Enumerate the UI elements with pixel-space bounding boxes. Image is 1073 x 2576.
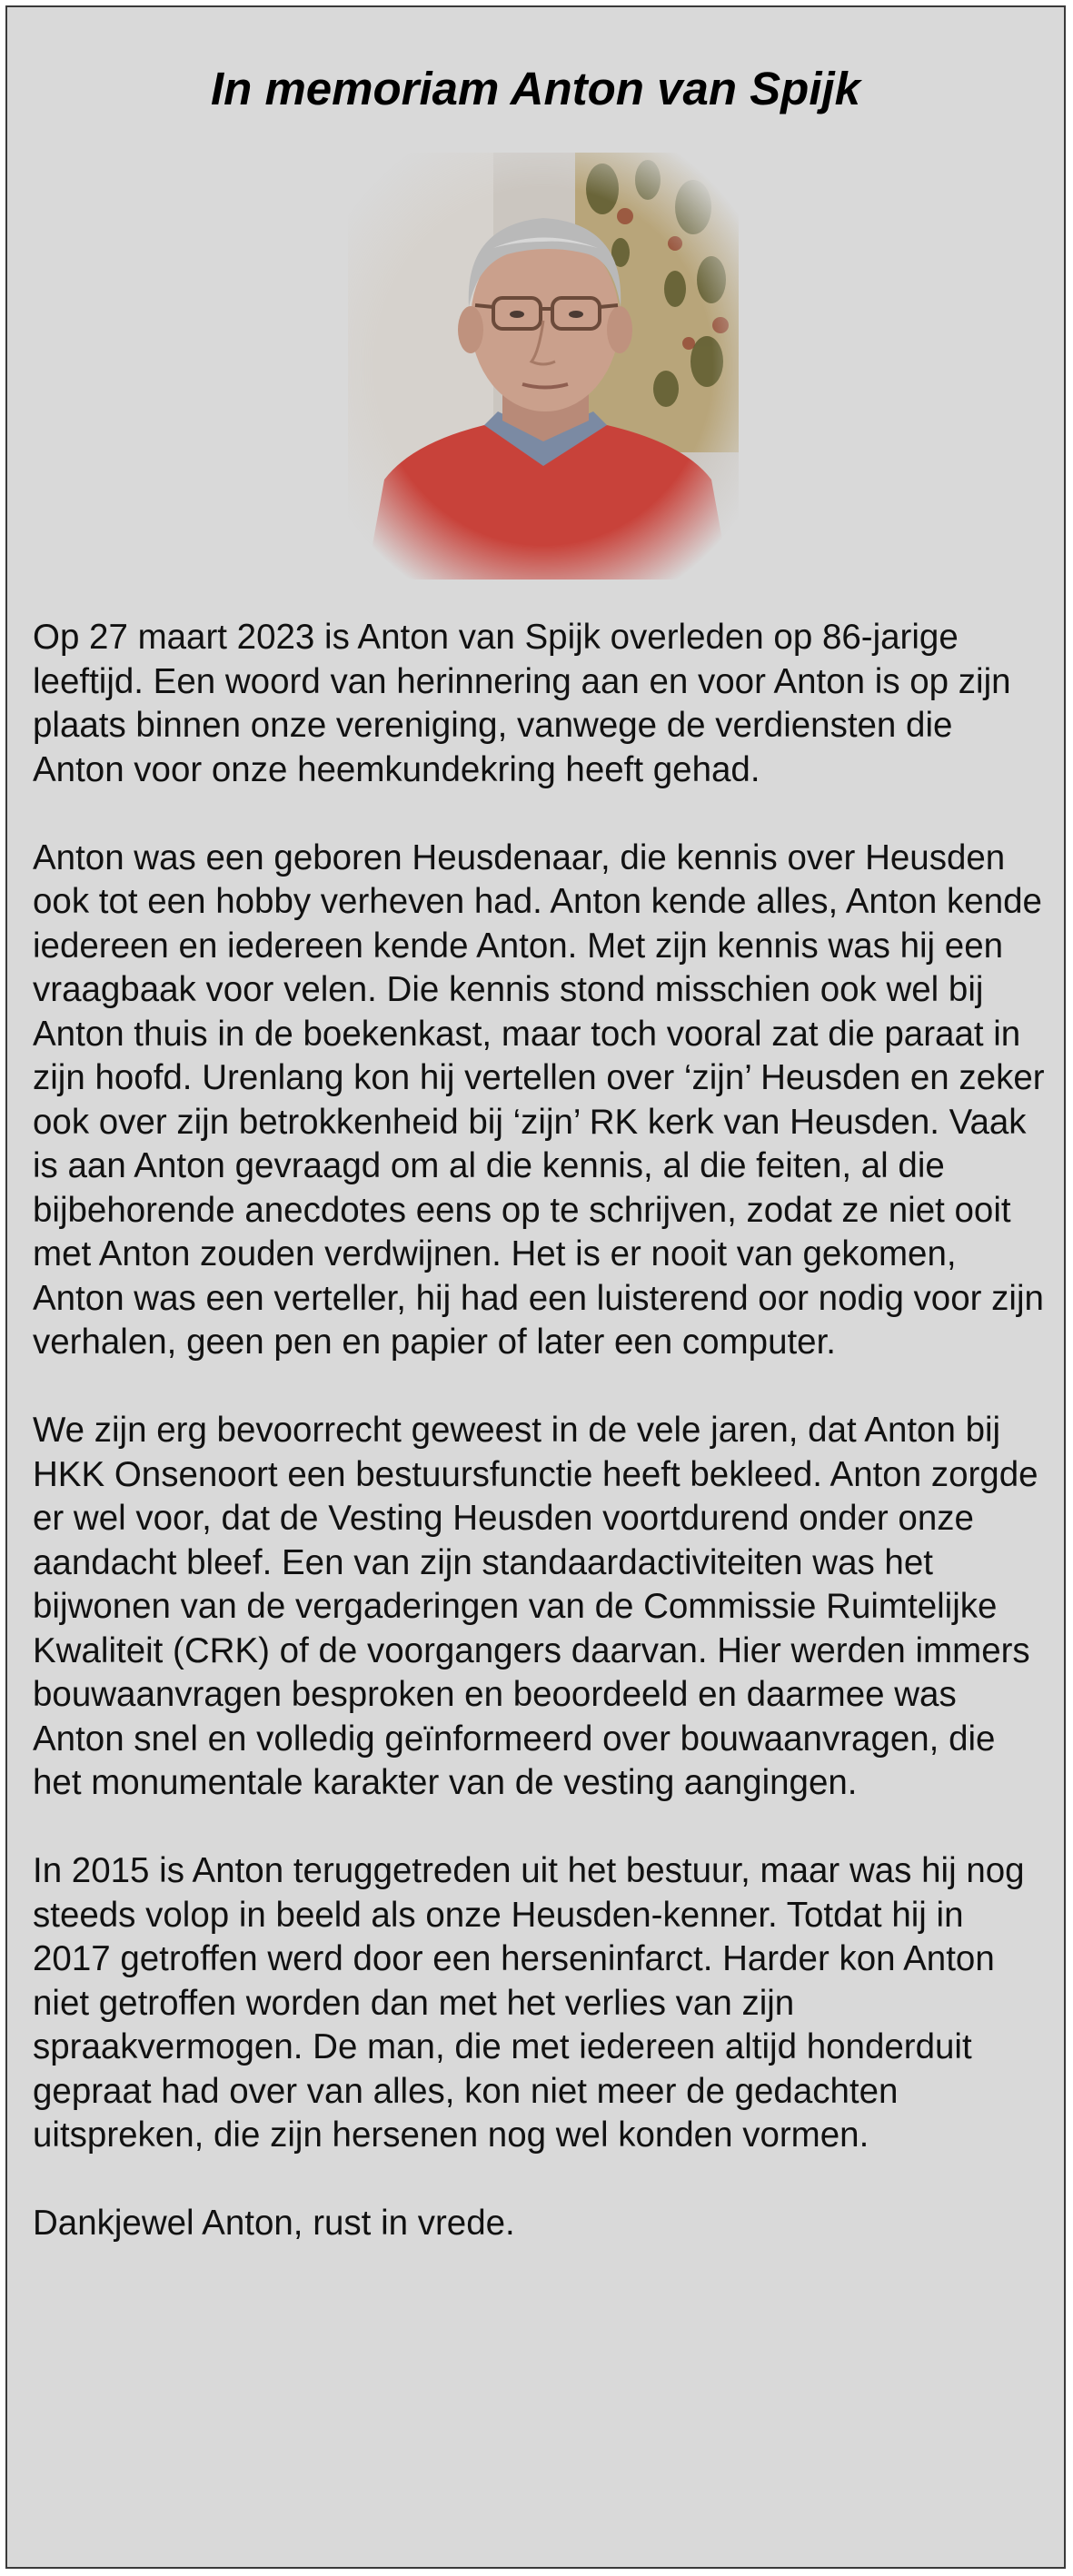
portrait-photo xyxy=(348,153,739,580)
paragraph: We zijn erg bevoorrecht geweest in de vele jaren, dat Anton bij HKK Onsenoort een bestuursfunctie heeft bekleed. Anton zorgde er wel voor, dat de Vesting Heusden voortdurend onder onze aandacht bleef. Een van zijn standaardactiviteiten was het bijwonen van de vergaderingen van de Commissie Ruimtelijke Kwaliteit (CRK) of de voorgangers daarvan. Hier werden immers bouwaanvragen besproken en beoordeeld en daarmee was Anton snel en volledig geïnformeerd over bouwaanvragen, die het monumentale karakter van de vesting aangingen. xyxy=(33,1411,1038,1802)
memorial-panel xyxy=(5,5,1066,2569)
paragraph: Anton was een geboren Heusdenaar, die kennis over Heusden ook tot een hobby verheven had. Anton kende alles, Anton kende iedereen en iedereen kende Anton. Met zijn kennis was hij een vraagbaak voor velen. Die kennis stond misschien ook wel bij Anton thuis in de boekenkast, maar toch vooral zat die paraat in zijn hoofd. Urenlang kon hij vertellen over ‘zijn’ Heusden en zeker ook over zijn betrokkenheid bij ‘zijn’ RK kerk van Heusden. Vaak is aan Anton gevraagd om al die kennis, al die feiten, al die bijbehorende anecdotes eens op te schrijven, zodat ze niet ooit met Anton zouden verdwijnen. Het is er nooit van gekomen, Anton was een verteller, hij had een luisterend oor nodig voor zijn verhalen, geen pen en papier of later een computer. xyxy=(33,837,1045,1362)
paragraph: Op 27 maart 2023 is Anton van Spijk overleden op 86-jarige leeftijd. Een woord van herinnering aan en voor Anton is op zijn plaats binnen onze vereniging, vanwege de verdiensten die Anton voor onze heemkundekring heeft gehad. xyxy=(33,618,1011,789)
page-title: In memoriam Anton van Spijk xyxy=(210,63,861,114)
closing-line: Dankjewel Anton, rust in vrede. xyxy=(33,2204,515,2243)
paragraph: In 2015 is Anton teruggetreden uit het bestuur, maar was hij nog steeds volop in beeld als onze Heusden-kenner. Totdat hij in 2017 getroffen werd door een herseninfarct. Harder kon Anton niet getroffen worden dan met het verlies van zijn spraakvermogen. De man, die met iedereen altijd honderduit gepraat had over van alles, kon niet meer de gedachten uitspreken, die zijn hersenen nog wel konden vormen. xyxy=(33,1851,1025,2155)
memorial-text xyxy=(33,616,1050,2246)
